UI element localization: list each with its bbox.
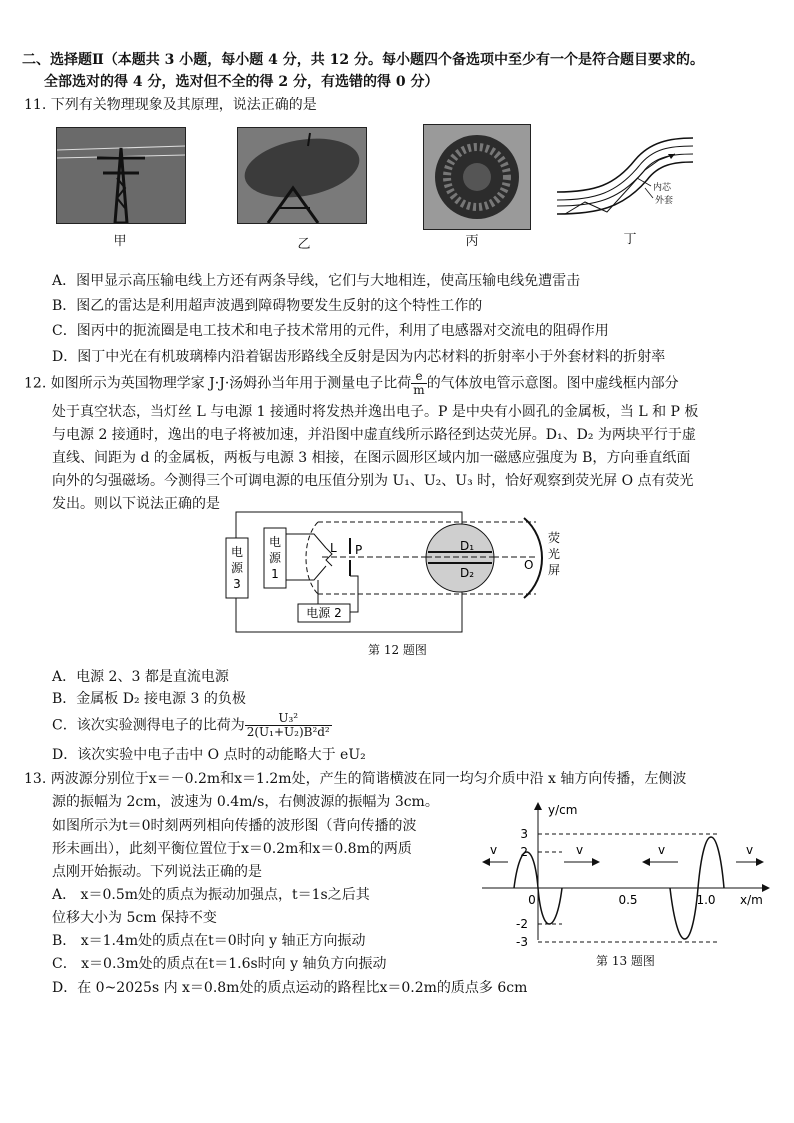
source1-char1: 电 <box>268 535 282 549</box>
q12-stem-b: 的气体放电管示意图。图中虚线框内部分 <box>426 375 679 392</box>
fiber-diagram <box>555 130 695 222</box>
fiber-label-core: 内芯 <box>653 183 672 193</box>
section-header-line1: 二、选择题Ⅱ（本题共 3 小题，每小题 4 分，共 12 分。每小题四个备选项中至少有一个是符合题目要求的。 <box>22 52 705 68</box>
q13-option-d: D．在 0~2025s 内 x＝0.8m处的质点运动的路程比x＝0.2m的质点多 6cm <box>52 980 528 996</box>
screen-char2: 光 <box>548 547 561 561</box>
q13-option-a-cont: 位移大小为 5cm 保持不变 <box>52 910 217 926</box>
section-header-line2: 全部选对的得 4 分，选对但不全的得 2 分，有选错的得 0 分） <box>44 74 439 90</box>
q12-option-c-text: C．该次实验测得电子的比荷为 <box>52 717 245 734</box>
y-tick-2: 2 <box>520 845 528 859</box>
q12-stem-line5: 向外的匀强磁场。今测得三个可调电源的电压值分别为 U₁、U₂、U₃ 时，恰好观察到荧光屏 O 点有荧光 <box>52 473 694 489</box>
filament-label-L: L <box>330 541 337 555</box>
q12-option-b: B．金属板 D₂ 接电源 3 的负极 <box>52 691 246 707</box>
q12-figure-caption: 第 12 题图 <box>368 643 427 657</box>
point-label-O: O <box>524 558 534 572</box>
q13-figure-caption: 第 13 题图 <box>596 954 655 968</box>
x-tick-1.0: 1.0 <box>696 893 716 907</box>
q12-stem-line6: 发出。则以下说法正确的是 <box>52 496 220 512</box>
photo-choke-coil <box>423 124 531 230</box>
screen-char1: 荧 <box>548 531 561 545</box>
y-tick-neg3: -3 <box>516 935 528 949</box>
source3-char3: 3 <box>233 577 241 591</box>
y-axis-label: y/cm <box>548 803 578 817</box>
photo-power-tower <box>56 127 186 224</box>
q11-option-b: B．图乙的雷达是利用超声波遇到障碍物要发生反射的这个特性工作的 <box>52 298 483 314</box>
q12-stem-line4: 直线、间距为 d 的金属板，两板与电源 3 相接，在图示圆形区域内加一磁感应强度为 B，方向垂直纸面 <box>52 450 691 466</box>
q13-stem-line2: 源的振幅为 2cm，波速为 0.4m/s，右侧波源的振幅为 3cm。 <box>52 794 439 810</box>
wave-graph <box>478 800 776 950</box>
v-label-left-in: v <box>576 843 584 857</box>
fiber-label-cladding: 外套 <box>655 196 674 206</box>
thomson-tube-diagram <box>218 508 578 638</box>
q13-stem-line3: 如图所示为t＝0时刻两列相向传播的波形图（背向传播的波 <box>52 818 417 834</box>
v-label-right-in: v <box>658 843 666 857</box>
q12-stem-line2: 处于真空状态，当灯丝 L 与电源 1 接通时将发热并逸出电子。P 是中央有小圆孔的金属板，当 L 和 P 板 <box>52 404 699 420</box>
x-tick-0: 0 <box>528 893 536 907</box>
q12-option-d: D．该次实验中电子击中 O 点时的动能略大于 eU₂ <box>52 747 366 763</box>
source3-char2: 源 <box>230 561 244 575</box>
q13-option-a: A． x＝0.5m处的质点为振动加强点，t＝1s之后其 <box>52 887 370 903</box>
q13-stem-line4: 形未画出），此刻平衡位置位于x＝0.2m和x＝0.8m的两质 <box>52 841 412 857</box>
v-label-right-out: v <box>746 843 754 857</box>
q13-stem-line5: 点刚开始振动。下列说法正确的是 <box>52 864 262 880</box>
ratio-e-over-m <box>411 370 426 397</box>
plate-label-P: P <box>355 543 363 557</box>
caption-jia: 甲 <box>113 234 127 249</box>
screen-char3: 屏 <box>548 563 561 577</box>
q12-option-c <box>52 712 332 739</box>
q11-option-c: C．图丙中的扼流圈是电工技术和电子技术常用的元件，利用了电感器对交流电的阻碍作用 <box>52 323 609 339</box>
x-axis-label: x/m <box>740 893 763 907</box>
source1-char2: 源 <box>268 551 282 565</box>
specific-charge-formula <box>245 712 332 739</box>
q13-option-b: B． x＝1.4m处的质点在t＝0时向 y 轴正方向振动 <box>52 933 366 949</box>
plate-label-D1: D₁ <box>460 539 475 553</box>
q12-option-a: A．电源 2、3 都是直流电源 <box>52 669 229 685</box>
formula-num: U₃² <box>245 712 332 726</box>
y-tick-neg2: -2 <box>516 917 528 931</box>
frac-den-m: m <box>413 383 425 397</box>
caption-ding: 丁 <box>623 232 637 247</box>
x-tick-0.5: 0.5 <box>618 893 638 907</box>
v-label-left-out: v <box>490 843 498 857</box>
caption-bing: 丙 <box>465 234 479 249</box>
q11-option-d: D．图丁中光在有机玻璃棒内沿着锯齿形路线全反射是因为内芯材料的折射率小于外套材料的折射率 <box>52 349 666 365</box>
y-tick-3: 3 <box>520 827 528 841</box>
source3-char1: 电 <box>230 545 244 559</box>
q13-stem-line1: 13. 两波源分别位于x＝－0.2m和x＝1.2m处，产生的简谐横波在同一均匀介质中沿 x 轴方向传播，左侧波 <box>24 771 687 787</box>
q12-stem-a: 12. 如图所示为英国物理学家 J·J·汤姆孙当年用于测量电子比荷 <box>24 375 412 392</box>
caption-yi: 乙 <box>297 237 311 252</box>
source2-label: 电源 2 <box>306 606 342 620</box>
source1-char3: 1 <box>271 567 279 581</box>
formula-den: 2(U₁+U₂)B²d² <box>246 725 330 739</box>
q12-stem-line3: 与电源 2 接通时，逸出的电子将被加速，并沿图中虚直线所示路径到达荧光屏。D₁、D₂ 为两块平行于虚 <box>52 427 696 443</box>
photo-radar <box>237 127 367 224</box>
plate-label-D2: D₂ <box>460 566 475 580</box>
q12-stem-line1 <box>24 370 679 397</box>
q11-option-a: A．图甲显示高压输电线上方还有两条导线，它们与大地相连，使高压输电线免遭雷击 <box>52 273 581 289</box>
q13-option-c: C． x＝0.3m处的质点在t＝1.6s时向 y 轴负方向振动 <box>52 956 387 972</box>
frac-num-e: e <box>411 370 426 384</box>
q11-stem: 11. 下列有关物理现象及其原理，说法正确的是 <box>24 97 317 113</box>
